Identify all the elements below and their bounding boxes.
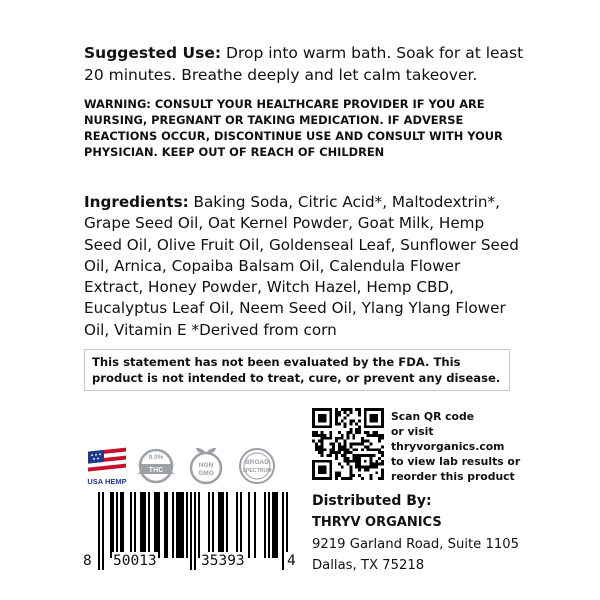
barcode-trail-digit: 4 — [287, 553, 296, 569]
suggested-use — [84, 42, 524, 86]
spectrum-label: SPECTRUM — [242, 468, 272, 474]
warning-text: WARNING: CONSULT YOUR HEALTHCARE PROVIDER IF YOU ARE NURSING, PREGNANT OR TAKING MEDICATION. IF ADVERSE REACTIONS OCCUR, DISCONTINUE USE AND CONSULT WITH YOUR PHYSICIAN. KEEP OUT OF REACH OF CHILDREN — [84, 97, 503, 159]
distributor-address-1: 9219 Garland Road, Suite 1105 — [312, 537, 520, 552]
qr-website[interactable]: thryvorganics.com — [391, 440, 505, 453]
usa-hemp-label: USA HEMP — [87, 477, 127, 486]
ingredients — [84, 192, 524, 341]
thc-label: THC — [148, 467, 164, 474]
barcode-lead-digit: 8 — [83, 553, 92, 569]
non-gmo-icon — [184, 444, 228, 488]
ingredients-text: Baking Soda, Citric Acid*, Maltodextrin*, Grape Seed Oil, Oat Kernel Powder, Goat Milk, Hemp Seed Oil, Olive Fruit Oil, Goldenseal Leaf, Sunflower Seed Oil, Arnica, Copaiba Balsam Oil, Calendula Flower Extract, Honey Powder, Witch Hazel, Hemp CBD, Eucalyptus Leaf Oil, Neem Seed Oil, Ylang Ylang Flower Oil, Vitamin E *Derived from corn — [84, 193, 519, 339]
gmo-label: GMO — [198, 470, 214, 477]
usa-hemp-flag-icon — [84, 444, 130, 488]
zero-thc-icon — [134, 444, 178, 488]
ingredients-label: Ingredients: — [84, 193, 189, 211]
non-label: NON — [198, 462, 214, 469]
fda-statement: This statement has not been evaluated by the FDA. This product is not intended to treat, cure, or prevent any disease. — [84, 349, 510, 391]
qr-line-4: to view lab results or — [391, 455, 521, 468]
suggested-use-text: Drop into warm bath. Soak for at least 20 minutes. Breathe deeply and let calm takeover. — [84, 44, 524, 84]
qr-instructions — [391, 409, 531, 484]
distributor-title: Distributed By: — [312, 493, 432, 509]
broad-label: BROAD — [245, 459, 269, 466]
suggested-use-label: Suggested Use: — [84, 44, 222, 62]
barcode-right-digits: 35393 — [201, 553, 245, 569]
barcode-left-digits: 50013 — [113, 553, 157, 569]
distributor-company: THRYV ORGANICS — [312, 515, 442, 530]
distributor-address-2: Dallas, TX 75218 — [312, 558, 425, 573]
qr-code-icon[interactable] — [312, 408, 384, 480]
broad-spectrum-icon — [234, 444, 280, 488]
certification-badges — [84, 444, 284, 488]
upc-barcode-icon — [80, 492, 302, 588]
thc-value: 0.0% — [148, 454, 164, 461]
distributor-block — [312, 490, 572, 576]
qr-line-5: reorder this product — [391, 470, 515, 483]
qr-line-1: Scan QR code — [391, 410, 475, 423]
qr-line-2: or visit — [391, 425, 434, 438]
